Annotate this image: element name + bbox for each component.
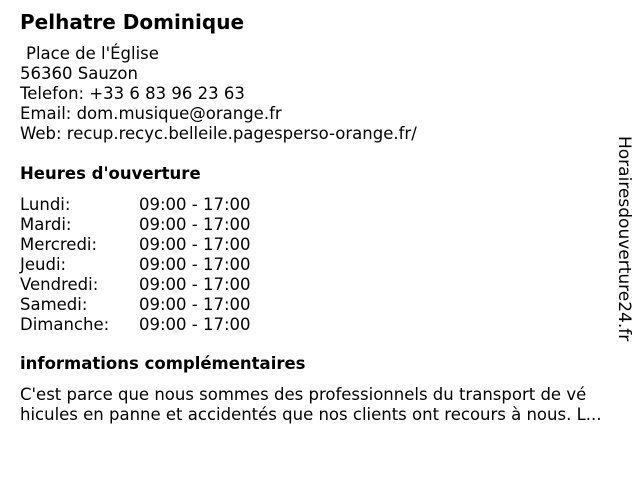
day-label: Lundi: (20, 195, 71, 214)
additional-info-heading: informations complémentaires (20, 354, 306, 373)
business-name: Pelhatre Dominique (20, 10, 245, 34)
phone-number: Telefon: +33 6 83 96 23 63 (20, 84, 245, 103)
info-line: hicules en panne et accidentés que nos clients ont recours à nous. L... (20, 405, 602, 424)
website-url: Web: recup.recyc.belleile.pagesperso-orange.fr/ (20, 124, 417, 143)
day-label: Mardi: (20, 215, 72, 234)
opening-hours-heading: Heures d'ouverture (20, 164, 201, 183)
time-range: 09:00 - 17:00 (139, 215, 251, 234)
day-label: Mercredi: (20, 235, 98, 254)
time-range: 09:00 - 17:00 (139, 235, 251, 254)
time-range: 09:00 - 17:00 (139, 275, 251, 294)
time-range: 09:00 - 17:00 (139, 195, 251, 214)
street-address: Place de l'Église (26, 44, 159, 63)
site-watermark: Horairesdouverture24.fr (614, 136, 634, 342)
day-label: Samedi: (20, 295, 88, 314)
time-range: 09:00 - 17:00 (139, 295, 251, 314)
day-label: Vendredi: (20, 275, 99, 294)
email-address: Email: dom.musique@orange.fr (20, 104, 282, 123)
time-range: 09:00 - 17:00 (139, 255, 251, 274)
additional-info-text (20, 385, 632, 425)
day-label: Jeudi: (20, 255, 67, 274)
day-label: Dimanche: (20, 315, 110, 334)
city-postal: 56360 Sauzon (20, 64, 138, 83)
info-line: C'est parce que nous sommes des professionnels du transport de vé (20, 385, 587, 404)
time-range: 09:00 - 17:00 (139, 315, 251, 334)
contact-block (20, 44, 417, 144)
